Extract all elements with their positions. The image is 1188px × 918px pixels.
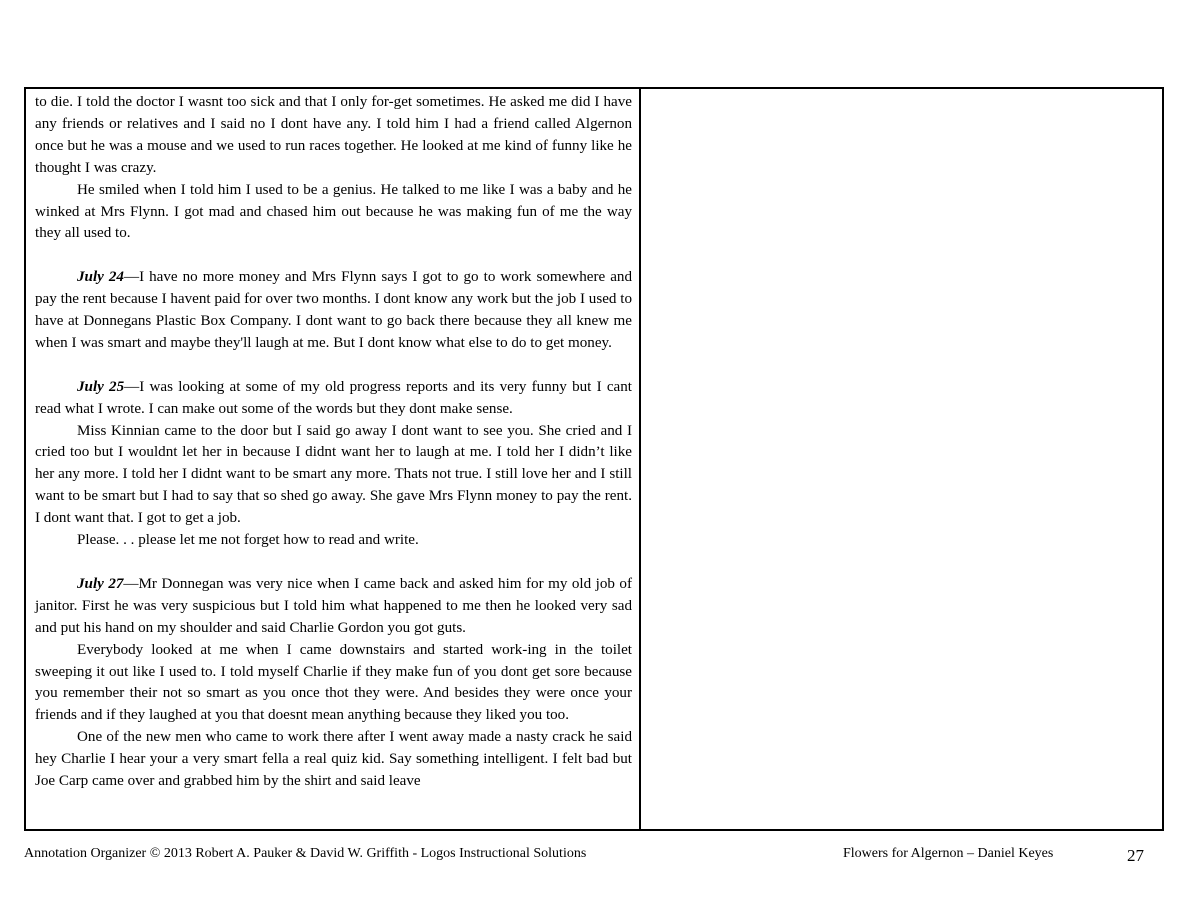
story-text-column (26, 89, 641, 829)
annotation-frame (24, 87, 1164, 831)
entry-text: —I have no more money and Mrs Flynn says I got to go to work somewhere and pay the rent because I havent paid for over two months. I dont know any work but the job I used to have at Donnegans Plastic Box Company. I dont want to go back there because they all knew me when I was smart and maybe they'll laugh at me. But I dont know what else to do to get money. (35, 269, 633, 351)
paragraph-gap (35, 552, 632, 574)
entry-text: —Mr Donnegan was very nice when I came back and asked him for my old job of janitor. First he was very suspicious but I told him what happened to me then he looked very sad and put his hand on my shoulder and said Charlie Gordon you got guts. (35, 575, 632, 636)
page-number: 27 (1127, 846, 1144, 865)
paragraph: He smiled when I told him I used to be a genius. He talked to me like I was a baby and he winked at Mrs Flynn. I got mad and chased him out because he was making fun of me the way they all used to. (35, 181, 632, 242)
paragraph-gap (35, 355, 632, 377)
footer-title: Flowers for Algernon – Daniel Keyes (843, 846, 1054, 861)
diary-entry (35, 377, 632, 421)
diary-entry (35, 267, 632, 355)
diary-entry (35, 574, 632, 640)
entry-date: July 24 (77, 269, 124, 286)
paragraph: Miss Kinnian came to the door but I said go away I dont want to see you. She cried and I cried too but I wouldnt let her in because I didnt want her to laugh at me. I told her I didn’t like her any more. I told her I didnt want to be smart any more. Thats not true. I still love her and I still want to be smart but I had to say that so shed go away. She gave Mrs Flynn money to pay the rent. I dont want that. I got to get a job. (35, 422, 632, 527)
paragraph: Everybody looked at me when I came downstairs and started work-ing in the toilet sweeping it out like I used to. I told myself Charlie if they make fun of you dont get sore because you remember their not so smart as you once thot they were. And besides they were once your friends and if they laughed at you that doesnt mean anything because they liked you too. (35, 641, 632, 724)
entry-text: —I was looking at some of my old progress reports and its very funny but I cant read what I wrote. I can make out some of the words but they dont make sense. (35, 378, 632, 417)
paragraph-gap (35, 245, 632, 267)
footer-copyright: Annotation Organizer © 2013 Robert A. Pauker & David W. Griffith - Logos Instructional Solutions (24, 846, 587, 861)
entry-date: July 25 (77, 378, 125, 395)
annotation-notes-column[interactable] (641, 89, 1162, 829)
paragraph: to die. I told the doctor I wasnt too sick and that I only for-get sometimes. He asked me did I have any friends or relatives and I said no I dont have any. I told him I had a friend called Algernon once but he was a mouse and we used to run races together. He looked at me kind of funny like he thought I was crazy. (35, 94, 632, 176)
paragraph: One of the new men who came to work there after I went away made a nasty crack he said hey Charlie I hear your a very smart fella a real quiz kid. Say something intelligent. I felt bad but Joe Carp came over and grabbed him by the shirt and said leave (35, 729, 632, 790)
paragraph: Please. . . please let me not forget how to read and write. (77, 532, 419, 549)
entry-date: July 27 (77, 575, 124, 592)
